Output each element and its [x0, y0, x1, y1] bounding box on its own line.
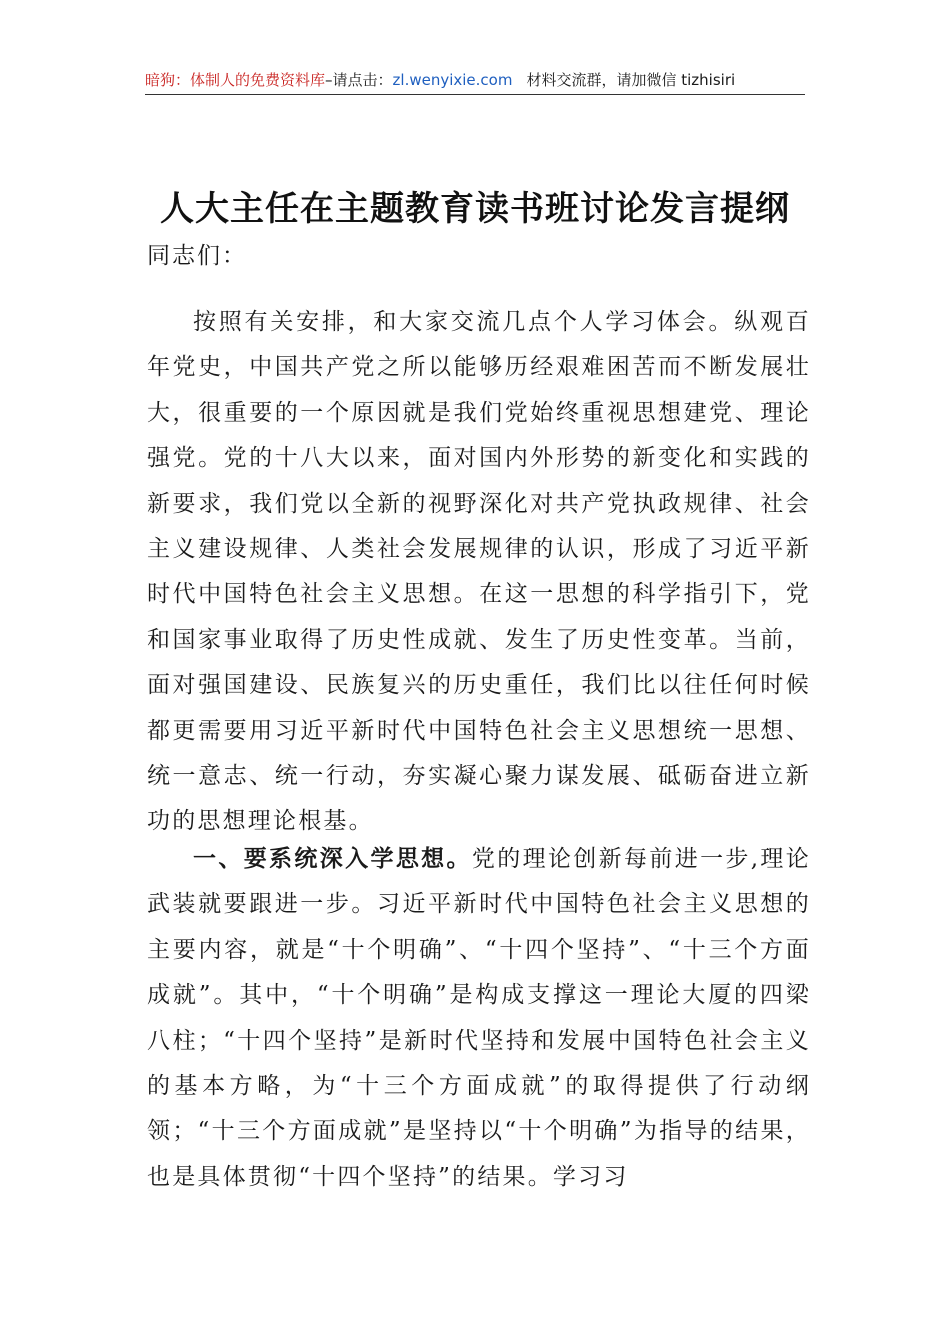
page-header [145, 66, 805, 95]
header-contact: 材料交流群，请加微信 tizhisiri [526, 71, 736, 89]
header-brand: 暗狗：体制人的免费资料库 [145, 71, 326, 89]
greeting: 同志们： [147, 243, 247, 269]
header-prompt: –请点击： [325, 71, 393, 89]
header-url-link[interactable]: zl.wenyixie.com [392, 71, 513, 89]
body-paragraph-intro: 按照有关安排，和大家交流几点个人学习体会。纵观百年党史，中国共产党之所以能够历经艰难困苦而不断发展壮大，很重要的一个原因就是我们党始终重视思想建党、理论强党。党的十八大以来，面对国内外形势的新变化和实践的新要求，我们党以全新的视野深化对共产党执政规律、社会主义建设规律、人类社会发展规律的认识，形成了习近平新时代中国特色社会主义思想。在这一思想的科学指引下，党和国家事业取得了历史性成就、发生了历史性变革。当前，面对强国建设、民族复兴的历史重任，我们比以往任何时候都更需要用习近平新时代中国特色社会主义思想统一思想、统一意志、统一行动，夯实凝心聚力谋发展、砥砺奋进立新功的思想理论根基。 [147, 309, 811, 835]
section-body: 党的理论创新每前进一步,理论武装就要跟进一步。习近平新时代中国特色社会主义思想的主要内容，就是“十个明确”、“十四个坚持”、“十三个方面成就”。其中，“十个明确”是构成支撑这一理论大厦的四梁八柱；“十四个坚持”是新时代坚持和发展中国特色社会主义的基本方略，为“十三个方面成就”的取得提供了行动纲领；“十三个方面成就”是坚持以“十个明确”为指导的结果，也是具体贯彻“十四个坚持”的结果。学习习 [147, 846, 811, 1190]
document-title: 人大主任在主题教育读书班讨论发言提纲 [160, 188, 790, 229]
body-paragraph-section-1 [147, 836, 811, 1200]
section-heading: 一、要系统深入学思想。 [193, 845, 472, 872]
